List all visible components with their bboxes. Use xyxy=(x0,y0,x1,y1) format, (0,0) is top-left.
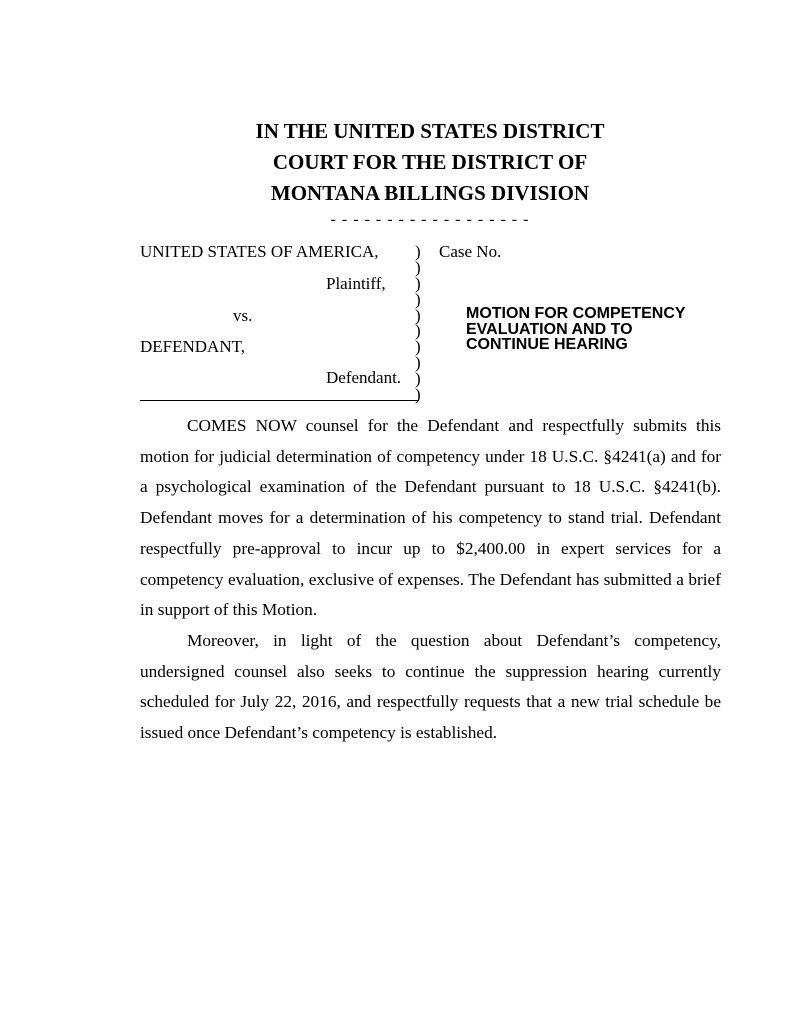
motion-title-line-1: MOTION FOR COMPETENCY xyxy=(466,305,686,322)
motion-title-line-2: EVALUATION AND TO xyxy=(466,320,633,338)
caption-paren: ) xyxy=(415,337,421,357)
court-heading xyxy=(140,116,720,209)
caption-paren: ) xyxy=(415,321,421,341)
heading-separator: - - - - - - - - - - - - - - - - - - xyxy=(330,211,530,228)
court-heading-line-3: MONTANA BILLINGS DIVISION xyxy=(270,181,590,205)
case-number-label: Case No. xyxy=(439,242,502,261)
caption-underline xyxy=(140,400,418,401)
caption-paren: ) xyxy=(415,289,421,309)
caption-paren-column xyxy=(415,244,427,403)
caption-paren: ) xyxy=(415,305,421,325)
motion-title xyxy=(466,306,686,353)
caption-paren: ) xyxy=(415,385,421,405)
caption-paren: ) xyxy=(415,257,421,277)
motion-title-line-3: CONTINUE HEARING xyxy=(466,336,628,353)
plaintiff-role: Plaintiff, xyxy=(326,274,386,293)
versus-label: vs. xyxy=(233,306,253,325)
caption-paren: ) xyxy=(415,273,421,293)
defendant-name: DEFENDANT, xyxy=(140,337,245,356)
plaintiff-name: UNITED STATES OF AMERICA, xyxy=(140,242,379,261)
body-paragraph-2: Moreover, in light of the question about Defendant’s competency, undersigned counsel also seeks to continue the suppression hearing currently scheduled for July 22, 2016, and respectfully requests that a new trial schedule be issued once Defendant’s competency is established. xyxy=(140,630,721,743)
body-paragraph-1: COMES NOW counsel for the Defendant and respectfully submits this motion for judicial determination of competency under 18 U.S.C. §4241(a) and for a psychological examination of the Defendant pursuant to 18 U.S.C. §4241(b). Defendant moves for a determination of his competency to stand trial. Defendant respectfully pre-approval to incur up to $2,400.00 in expert services for a competency evaluation, exclusive of expenses. The Defendant has submitted a brief in support of this Motion. xyxy=(140,416,721,620)
court-heading-line-2: COURT FOR THE DISTRICT OF xyxy=(272,150,588,174)
caption-paren: ) xyxy=(415,242,421,261)
defendant-role: Defendant. xyxy=(326,368,402,387)
caption-paren: ) xyxy=(415,369,421,389)
court-heading-line-1: IN THE UNITED STATES DISTRICT xyxy=(255,119,605,143)
motion-body xyxy=(140,411,721,749)
caption-paren: ) xyxy=(415,353,421,373)
